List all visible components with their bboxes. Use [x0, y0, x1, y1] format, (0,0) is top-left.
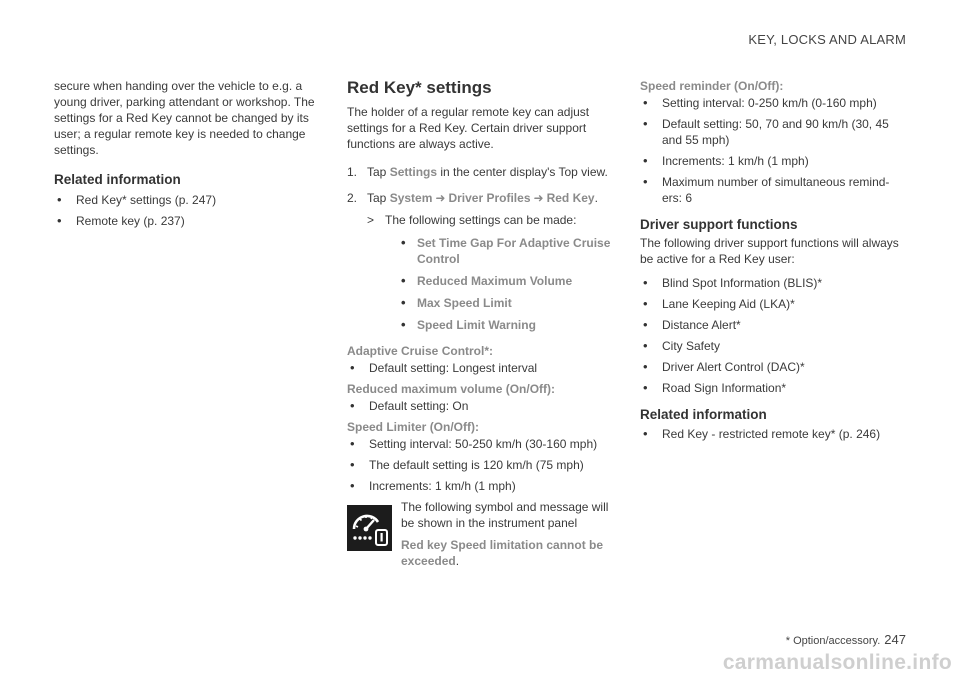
limiter-list [347, 436, 615, 494]
result-marker: > [367, 213, 375, 227]
ui-red-key: Red Key [546, 191, 595, 205]
step-2 [347, 190, 615, 206]
list-item: • Lane Keeping Aid (LKA)* [640, 296, 906, 312]
step-text [367, 190, 598, 206]
instrument-message [401, 537, 615, 569]
list-item: • Increments: 1 km/h (1 mph) [640, 153, 906, 169]
section-title: Red Key* settings [347, 78, 492, 97]
step-text [367, 164, 608, 180]
section-intro: The holder of a regular remote key can adjust settings for a Red Key. Certain driver support functions are always active. [347, 105, 590, 151]
reminder-heading: Speed reminder (On/Off): [640, 79, 784, 93]
list-item: • Increments: 1 km/h (1 mph) [347, 478, 615, 494]
related-link[interactable]: • Red Key - restricted remote key* (p. 246) [640, 426, 906, 442]
list-item: • The default setting is 120 km/h (75 mph) [347, 457, 615, 473]
settings-options-list [347, 235, 615, 333]
related-info-list [640, 426, 906, 442]
message-text: Red key Speed limitation cannot be exceeded [401, 538, 604, 568]
message-end: . [455, 554, 460, 568]
option-max-speed: • Max Speed Limit [401, 295, 615, 311]
ui-settings: Settings [389, 165, 438, 179]
list-item: • City Safety [640, 338, 906, 354]
step-number: 2. [347, 191, 358, 205]
list-item: • Driver Alert Control (DAC)* [640, 359, 906, 375]
step-text-post: . [594, 191, 598, 205]
symbol-row [347, 499, 615, 575]
related-info-list [54, 192, 316, 229]
support-heading: Driver support functions [640, 217, 798, 232]
related-link[interactable]: • Red Key* settings (p. 247) [54, 192, 316, 208]
watermark: carmanualsonline.info [722, 651, 952, 674]
result-text: The following settings can be made: [385, 213, 577, 227]
column-middle [347, 78, 615, 575]
related-link[interactable]: • Remote key (p. 237) [54, 213, 316, 229]
arrow-right-icon: ➜ [435, 191, 446, 205]
support-list [640, 275, 906, 396]
step-text-post: in the center display's Top view. [437, 165, 608, 179]
option-speed-warning: • Speed Limit Warning [401, 317, 615, 333]
list-item: • Blind Spot Information (BLIS)* [640, 275, 906, 291]
volume-list [347, 398, 615, 414]
list-item: • Default setting: Longest interval [347, 360, 615, 376]
intro-paragraph: secure when handing over the vehicle to e.g. a young driver, parking attendant or workshop. The settings for a Red Key cannot be changed by its user; a regular remote key is needed to change settings. [54, 79, 315, 157]
option-time-gap: • Set Time Gap For Adaptive Cruise Control [401, 235, 615, 267]
step-number: 1. [347, 165, 358, 179]
volume-heading: Reduced maximum volume (On/Off): [347, 382, 556, 396]
acc-heading: Adaptive Cruise Control*: [347, 344, 494, 358]
page-section-title: KEY, LOCKS AND ALARM [748, 32, 906, 47]
step-text-pre: Tap [367, 191, 390, 205]
reminder-list [640, 95, 906, 206]
list-item: • Maximum number of simultaneous remind-ers: 6 [640, 174, 906, 206]
arrow-right-icon: ➜ [533, 191, 544, 205]
related-info-heading: Related information [54, 172, 181, 187]
symbol-caption: The following symbol and message will be shown in the instrument panel [401, 500, 609, 530]
page-footer [786, 632, 906, 647]
acc-list [347, 360, 615, 376]
list-item: • Setting interval: 50-250 km/h (30-160 mph) [347, 436, 615, 452]
step-result [367, 212, 615, 228]
list-item: • Setting interval: 0-250 km/h (0-160 mph) [640, 95, 906, 111]
list-item: • Default setting: 50, 70 and 90 km/h (30, 45 and 55 mph) [640, 116, 906, 148]
list-item: • Distance Alert* [640, 317, 906, 333]
speed-limit-key-icon [347, 505, 392, 551]
column-right [640, 78, 906, 447]
ui-driver-profiles: Driver Profiles [448, 191, 531, 205]
column-left [54, 78, 316, 234]
ui-system: System [389, 191, 433, 205]
list-item: • Default setting: On [347, 398, 615, 414]
step-text-pre: Tap [367, 165, 390, 179]
footnote: * Option/accessory. [785, 635, 881, 647]
limiter-heading: Speed Limiter (On/Off): [347, 420, 479, 434]
support-intro: The following driver support functions will always be active for a Red Key user: [640, 236, 899, 266]
page-number: 247 [884, 632, 906, 647]
option-reduced-volume: • Reduced Maximum Volume [401, 273, 615, 289]
related-info-heading: Related information [640, 407, 767, 422]
symbol-description [401, 499, 615, 575]
list-item: • Road Sign Information* [640, 380, 906, 396]
step-1 [347, 164, 615, 180]
